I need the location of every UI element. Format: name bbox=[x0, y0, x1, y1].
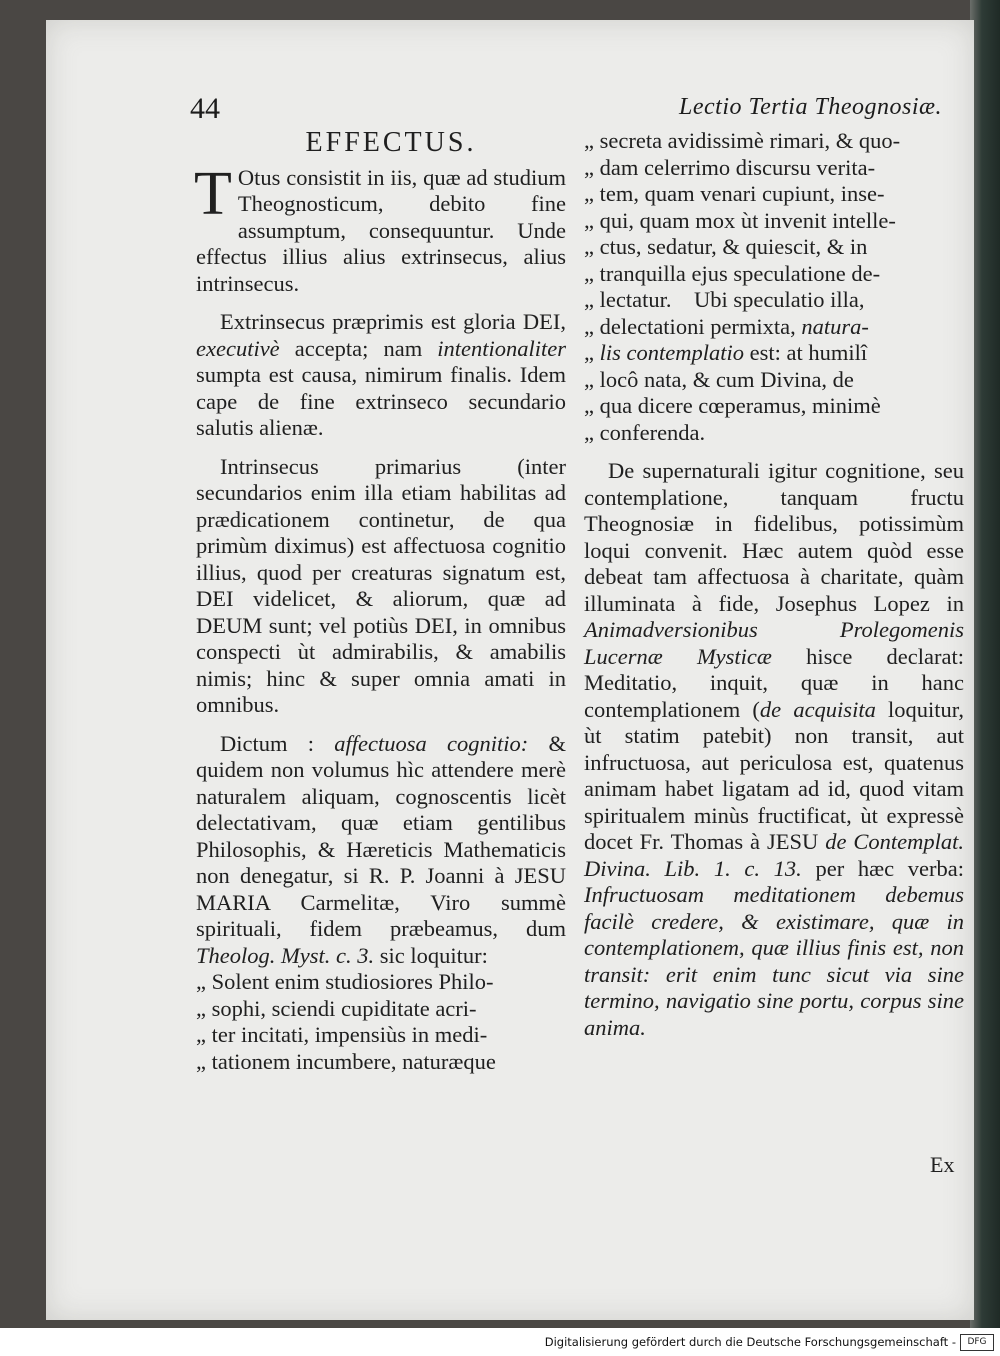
quote-line: „ tationem incumbere, naturæque bbox=[196, 1048, 496, 1074]
p2-italic-d: intentionaliter bbox=[437, 335, 566, 361]
quote-line: „ qua dicere cœperamus, minimè bbox=[584, 393, 881, 418]
quote-line: „ ter incitati, impensiùs in medi- bbox=[196, 1022, 488, 1047]
p5-italic-d: de acquisita bbox=[759, 696, 876, 722]
p2-italic-b: executivè bbox=[196, 335, 280, 361]
paragraph-4 bbox=[196, 731, 566, 970]
page-number: 44 bbox=[190, 92, 220, 125]
drop-cap: T bbox=[194, 159, 232, 228]
quote-line: „ ctus, sedatur, & quiescit, & in bbox=[584, 234, 868, 259]
quote-line: „ qui, quam mox ùt invenit intelle- bbox=[584, 207, 896, 233]
p5-italic-h: Infructuosam meditationem debemus facilè credere, & existimare, quæ in contemplationem, quæ illius finis est, non transit: erit enim tunc sicut via sine termino, navigatio sine portu, corpus sine anima. bbox=[584, 882, 964, 1040]
quote-line: „ Solent enim studiosiores Philo- bbox=[196, 969, 494, 994]
p5-text-e: loquitur, ùt statim patebit) non transit, aut infructuosa, aut periculosa est, quatenus animam habet ligatam ad id, quod vitam spiritualem minùs fructificat, ùt expressè docet Fr. Thomas à JESU bbox=[584, 696, 964, 854]
running-title: Lectio Tertia Theognosiæ. bbox=[679, 94, 942, 120]
quote-line: „ dam celerrimo discursu verita- bbox=[584, 154, 876, 180]
dfg-logo-icon: DFG bbox=[960, 1334, 994, 1351]
r9-text-a: „ bbox=[584, 340, 600, 365]
quote-line: „ secreta avidissimè rimari, & quo- bbox=[584, 128, 901, 153]
paragraph-5 bbox=[584, 458, 964, 1041]
p5-italic-f: de Contemplat. Divina. Lib. 1. c. 13. bbox=[584, 829, 964, 881]
r8-italic-b: natura- bbox=[801, 313, 869, 339]
quote-line: „ tem, quam venari cupiunt, inse- bbox=[584, 181, 885, 206]
p4-italic-d: Theolog. Myst. c. 3. bbox=[196, 942, 375, 968]
p4-italic-b: affectuosa cognitio: bbox=[334, 730, 529, 756]
section-heading: EFFECTUS. bbox=[305, 127, 477, 158]
p4-text-c: & quidem non volumus hìc attendere merè naturalem aliquam, cognoscentis licèt delectativam, quæ etiam gentilibus Philosophis, & Hæreticis Mathematicis non denegatur, si R. P. Joanni à JESU MARIA Carmelitæ, Viro summè spirituali, fidem præbeamus, dum bbox=[196, 730, 566, 941]
paragraph-2 bbox=[196, 309, 566, 442]
r9-text-c: est: at humilî bbox=[744, 340, 868, 365]
left-column bbox=[194, 127, 566, 1075]
running-head bbox=[190, 92, 970, 132]
p2-text-e: sumpta est causa, nimirum finalis. Idem cape de fine extrinseco secundario salutis alienæ. bbox=[196, 362, 566, 440]
right-column bbox=[584, 128, 964, 1053]
quote-line bbox=[584, 340, 964, 367]
p4-text-e: sic loquitur: bbox=[374, 942, 488, 968]
footer-bar bbox=[0, 1328, 1000, 1356]
paragraph-1 bbox=[194, 159, 566, 298]
paragraph-1-text: Otus consistit in iis, quæ ad studium Theognosticum, debito fine assumptum, consequuntur. Unde effectus illius alius extrinsecus, alius intrinsecus. bbox=[196, 164, 566, 296]
quote-line: „ lectatur. Ubi speculatio illa, bbox=[584, 287, 865, 312]
p5-italic-b: Animadversionibus Prolegomenis Lucernæ Mysticæ bbox=[584, 617, 964, 669]
r9-italic-b: lis contemplatio bbox=[599, 340, 744, 365]
quote-line bbox=[584, 314, 964, 341]
paragraph-3: Intrinsecus primarius (inter secundarios enim illa etiam habilitas ad prædicationem continetur, de qua primùm diximus) est affectuosa cognitio illius, quod per creaturas signatum est, DEI videlicet, & aliorum, quæ ad DEUM sunt; vel potiùs DEI, in omnibus conspecti ùt admirabilis, & amabilis nimis; hinc & super omnia amati in omnibus. bbox=[196, 453, 566, 717]
p5-text-a: De supernaturali igitur cognitione, seu contemplatione, tanquam fructu Theognosiæ in fidelibus, potissimùm loqui convenit. Hæc autem quòd esse debeat tam affectuosa à charitate, quàm illuminata à fide, Josephus Lopez in bbox=[584, 458, 964, 616]
quote-line: „ locô nata, & cum Divina, de bbox=[584, 366, 854, 392]
quote-line: „ conferenda. bbox=[584, 419, 706, 445]
p2-text-a: Extrinsecus præprimis est gloria DEI, bbox=[220, 309, 566, 334]
r8-text-a: „ delectationi permixta, bbox=[584, 313, 802, 339]
book-spine bbox=[970, 0, 1000, 1328]
funding-notice: Digitalisierung gefördert durch die Deutsche Forschungsgemeinschaft - bbox=[544, 1335, 956, 1349]
catchword: Ex bbox=[930, 1152, 955, 1177]
p4-text-a: Dictum : bbox=[220, 730, 335, 756]
quote-line: „ sophi, sciendi cupiditate acri- bbox=[196, 995, 477, 1021]
p2-text-c: accepta; nam bbox=[279, 335, 438, 361]
quote-line: „ tranquilla ejus speculatione de- bbox=[584, 260, 881, 286]
p5-text-g: per hæc verba: bbox=[801, 855, 964, 881]
p5-text-c: hisce declarat: Meditatio, inquit, quæ in hanc contemplationem ( bbox=[584, 643, 964, 722]
